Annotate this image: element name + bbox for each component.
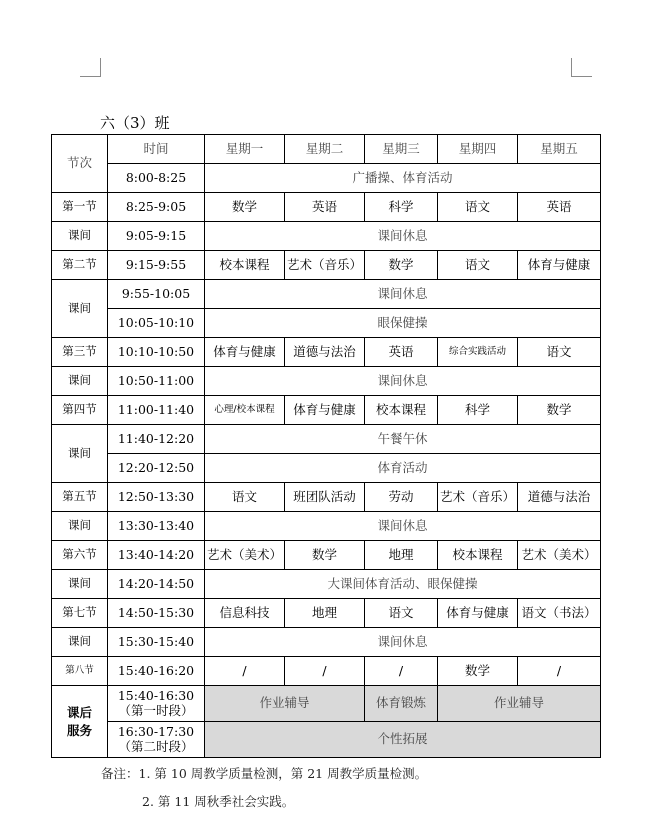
subject-cell: 体育与健康 xyxy=(285,396,365,425)
period-label: 第一节 xyxy=(52,193,108,222)
time-range: 15:40-16:30 xyxy=(117,688,195,704)
after-school-time-2 xyxy=(108,722,205,758)
remark-line-2: 2. 第 11 周秋季社会实践。 xyxy=(142,794,295,809)
time-cell: 13:40-14:20 xyxy=(108,541,205,570)
subject-cell: 英语 xyxy=(285,193,365,222)
subject-cell: 道德与法治 xyxy=(518,483,601,512)
period-label: 第二节 xyxy=(52,251,108,280)
time-cell: 10:05-10:10 xyxy=(108,309,205,338)
time-cell: 10:10-10:50 xyxy=(108,338,205,367)
time-cell: 8:25-9:05 xyxy=(108,193,205,222)
period-label: 课间 xyxy=(52,512,108,541)
time-cell: 12:20-12:50 xyxy=(108,454,205,483)
page-corner-mark-left xyxy=(80,58,101,77)
subject-cell: 校本课程 xyxy=(365,396,438,425)
after-school-label-line1: 课后 xyxy=(66,705,92,720)
activity-note: 课间休息 xyxy=(205,222,601,251)
time-cell: 14:20-14:50 xyxy=(108,570,205,599)
time-cell: 12:50-13:30 xyxy=(108,483,205,512)
time-slot-label: （第二时段） xyxy=(118,738,194,754)
time-cell: 8:00-8:25 xyxy=(108,164,205,193)
class-title: 六（3）班 xyxy=(100,114,170,132)
time-cell: 10:50-11:00 xyxy=(108,367,205,396)
subject-cell: / xyxy=(365,657,438,686)
subject-cell: 英语 xyxy=(365,338,438,367)
subject-cell: 艺术（音乐） xyxy=(285,251,365,280)
service-homework-tutoring-2: 作业辅导 xyxy=(438,686,601,722)
subject-cell: 体育与健康 xyxy=(438,599,518,628)
subject-cell: 语文 xyxy=(438,251,518,280)
period-label: 第四节 xyxy=(52,396,108,425)
after-school-label xyxy=(52,686,108,758)
time-slot-label: （第一时段） xyxy=(118,702,194,718)
remark-line-1: 备注：1. 第 10 周教学质量检测，第 21 周教学质量检测。 xyxy=(101,766,428,781)
period-label: 第八节 xyxy=(52,657,108,686)
header-day-fri: 星期五 xyxy=(518,135,601,164)
subject-cell: 艺术（音乐） xyxy=(438,483,518,512)
subject-cell: 体育与健康 xyxy=(205,338,285,367)
time-cell: 15:30-15:40 xyxy=(108,628,205,657)
subject-cell: 道德与法治 xyxy=(285,338,365,367)
header-day-wed: 星期三 xyxy=(365,135,438,164)
subject-cell: 地理 xyxy=(285,599,365,628)
subject-cell: 校本课程 xyxy=(205,251,285,280)
subject-cell: 数学 xyxy=(365,251,438,280)
subject-cell: 数学 xyxy=(285,541,365,570)
after-school-time-1 xyxy=(108,686,205,722)
subject-cell: 语文（书法） xyxy=(518,599,601,628)
subject-cell: 综合实践活动 xyxy=(438,338,518,367)
activity-note: 体育活动 xyxy=(205,454,601,483)
time-cell: 9:55-10:05 xyxy=(108,280,205,309)
subject-cell: 英语 xyxy=(518,193,601,222)
subject-cell: 信息科技 xyxy=(205,599,285,628)
activity-note: 课间休息 xyxy=(205,280,601,309)
header-time: 时间 xyxy=(108,135,205,164)
service-physical-exercise: 体育锻炼 xyxy=(365,686,438,722)
time-cell: 9:05-9:15 xyxy=(108,222,205,251)
subject-cell: / xyxy=(285,657,365,686)
period-label: 第六节 xyxy=(52,541,108,570)
time-cell: 11:40-12:20 xyxy=(108,425,205,454)
page-corner-mark-right xyxy=(571,58,592,77)
period-label: 课间 xyxy=(52,280,108,338)
period-label: 第七节 xyxy=(52,599,108,628)
subject-cell: 校本课程 xyxy=(438,541,518,570)
subject-cell: 语文 xyxy=(365,599,438,628)
period-label: 课间 xyxy=(52,425,108,483)
period-label: 第五节 xyxy=(52,483,108,512)
period-label: 课间 xyxy=(52,570,108,599)
header-period: 节次 xyxy=(52,135,108,193)
subject-cell: 心理/校本课程 xyxy=(205,396,285,425)
subject-cell: 体育与健康 xyxy=(518,251,601,280)
activity-note: 课间休息 xyxy=(205,512,601,541)
subject-cell: 科学 xyxy=(365,193,438,222)
time-cell: 13:30-13:40 xyxy=(108,512,205,541)
activity-note: 课间休息 xyxy=(205,628,601,657)
subject-cell: 语文 xyxy=(518,338,601,367)
activity-note: 午餐午休 xyxy=(205,425,601,454)
service-homework-tutoring: 作业辅导 xyxy=(205,686,365,722)
subject-cell: 班团队活动 xyxy=(285,483,365,512)
subject-cell: / xyxy=(518,657,601,686)
subject-cell: 艺术（美术） xyxy=(518,541,601,570)
time-cell: 9:15-9:55 xyxy=(108,251,205,280)
subject-cell: 艺术（美术） xyxy=(205,541,285,570)
time-range: 16:30-17:30 xyxy=(117,724,195,740)
subject-cell: / xyxy=(205,657,285,686)
time-cell: 15:40-16:20 xyxy=(108,657,205,686)
timetable xyxy=(51,134,601,758)
activity-note: 大课间体育活动、眼保健操 xyxy=(205,570,601,599)
service-personal-development: 个性拓展 xyxy=(205,722,601,758)
subject-cell: 数学 xyxy=(205,193,285,222)
subject-cell: 数学 xyxy=(438,657,518,686)
subject-cell: 语文 xyxy=(438,193,518,222)
subject-cell: 语文 xyxy=(205,483,285,512)
subject-cell: 数学 xyxy=(518,396,601,425)
subject-cell: 劳动 xyxy=(365,483,438,512)
activity-note: 课间休息 xyxy=(205,367,601,396)
after-school-label-line2: 服务 xyxy=(66,722,92,738)
period-label: 课间 xyxy=(52,367,108,396)
period-label: 课间 xyxy=(52,222,108,251)
header-day-mon: 星期一 xyxy=(205,135,285,164)
header-day-thu: 星期四 xyxy=(438,135,518,164)
subject-cell: 科学 xyxy=(438,396,518,425)
time-cell: 14:50-15:30 xyxy=(108,599,205,628)
period-label: 课间 xyxy=(52,628,108,657)
activity-note: 广播操、体育活动 xyxy=(205,164,601,193)
period-label: 第三节 xyxy=(52,338,108,367)
time-cell: 11:00-11:40 xyxy=(108,396,205,425)
subject-cell: 地理 xyxy=(365,541,438,570)
header-day-tue: 星期二 xyxy=(285,135,365,164)
activity-note: 眼保健操 xyxy=(205,309,601,338)
